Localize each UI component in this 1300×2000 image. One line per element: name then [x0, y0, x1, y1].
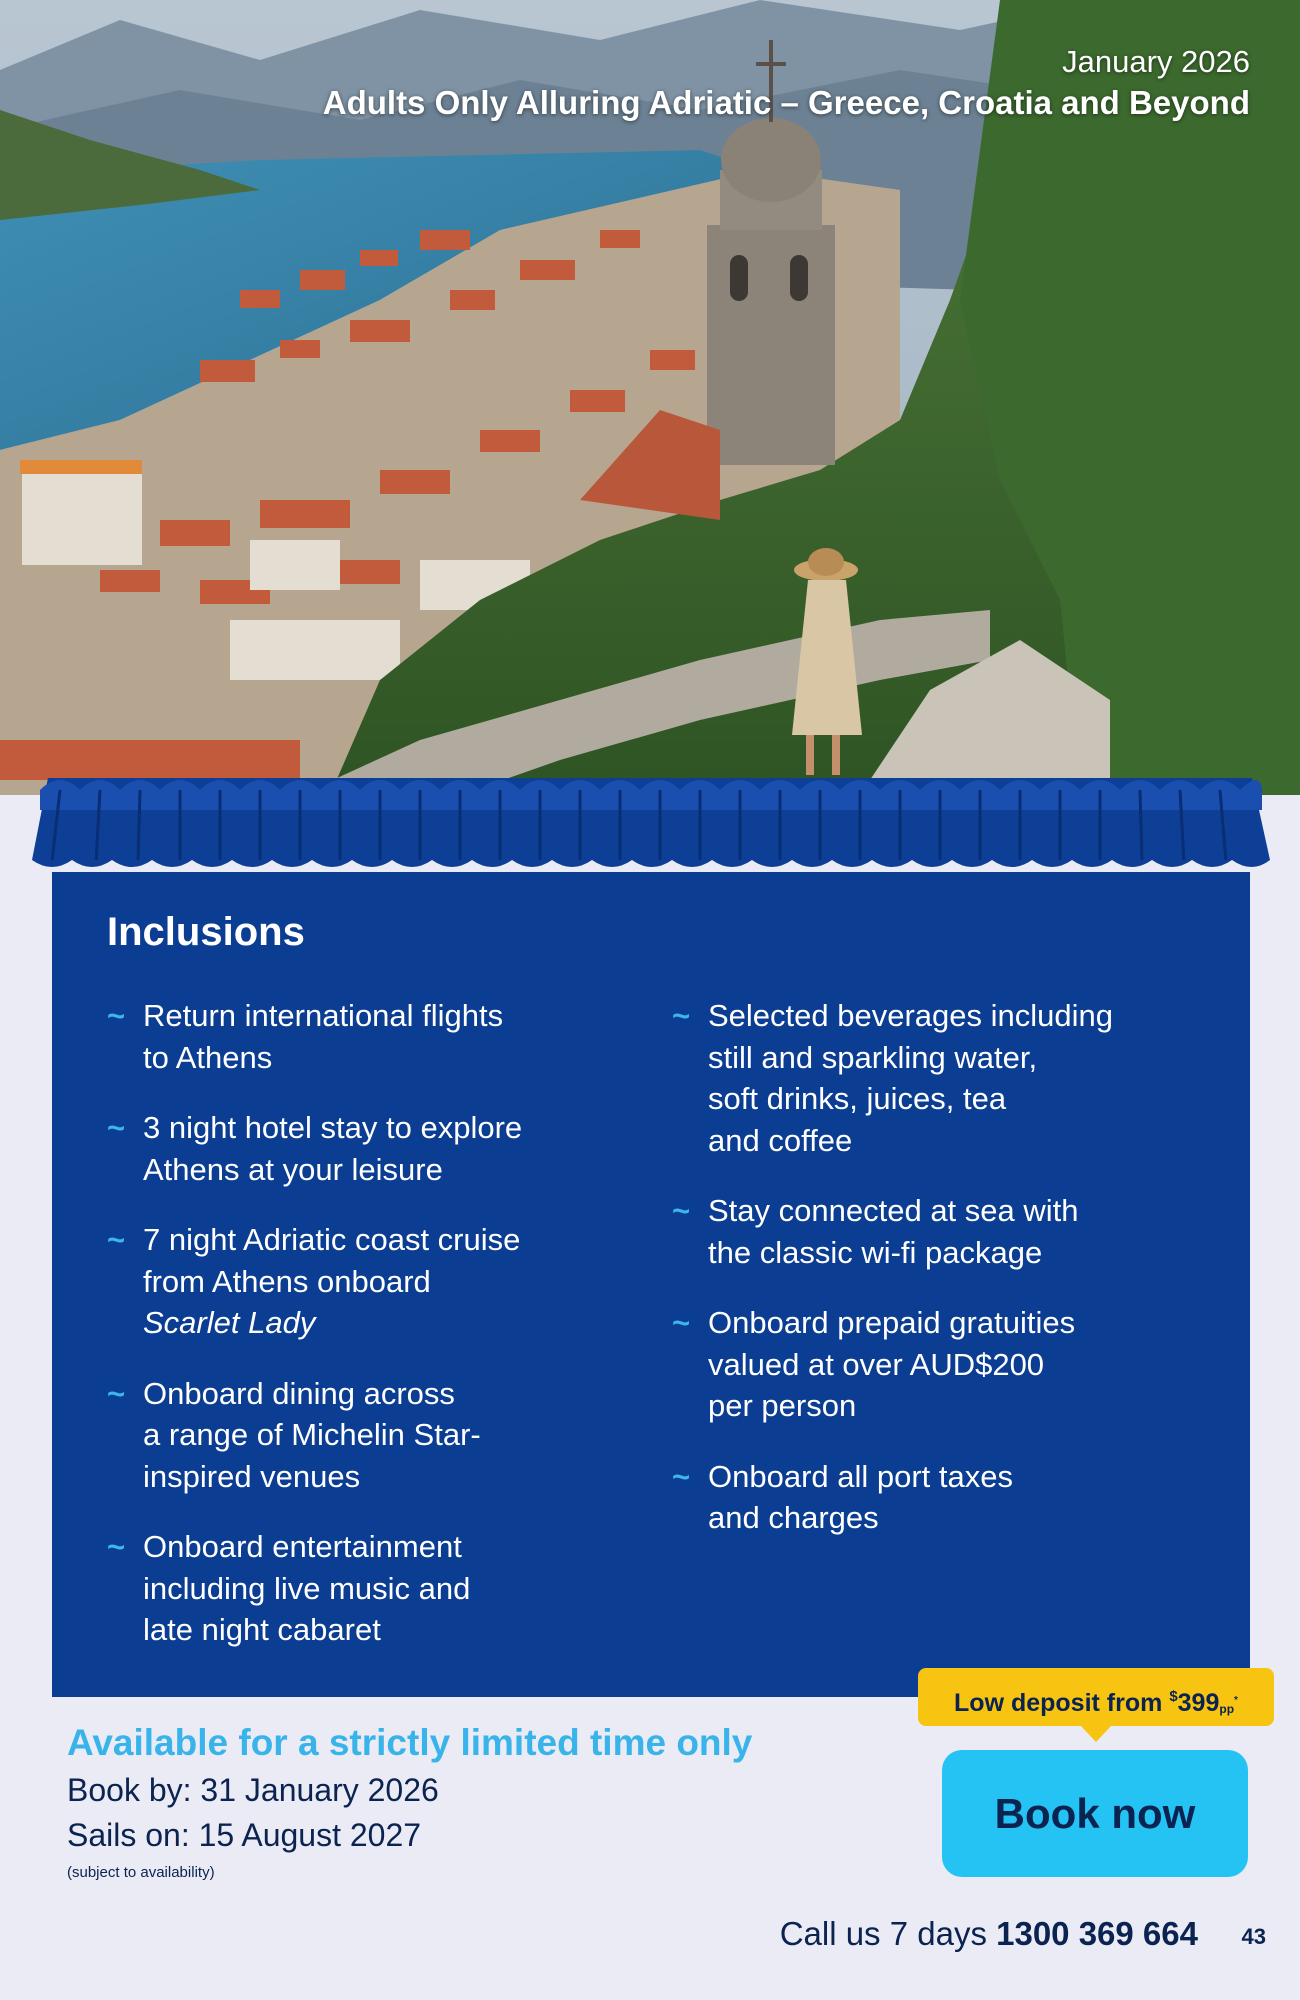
call-us-line [780, 1915, 1198, 1953]
list-item-line: and coffee [708, 1122, 853, 1158]
list-item [672, 1190, 1192, 1273]
list-item-line: valued at over AUD$200 [708, 1346, 1045, 1382]
list-item-line: Athens at your leisure [143, 1151, 443, 1187]
list-item-line: from Athens onboard [143, 1263, 431, 1299]
list-item-line: 7 night Adriatic coast cruise [143, 1222, 521, 1257]
list-item-line: soft drinks, juices, tea [708, 1081, 1007, 1116]
tilde-bullet-icon: ~ [107, 1222, 126, 1257]
list-item-line: Selected beverages including [708, 998, 1113, 1033]
book-now-button[interactable]: Book now [942, 1750, 1248, 1877]
inclusions-panel [52, 872, 1250, 1697]
tilde-bullet-icon: ~ [672, 1193, 691, 1228]
list-item [107, 1219, 627, 1344]
deposit-amount: 399 [1177, 1689, 1220, 1717]
tilde-bullet-icon: ~ [107, 998, 126, 1033]
deposit-marker: * [1234, 1695, 1238, 1706]
call-us-label: Call us 7 days [779, 1915, 997, 1952]
list-item-line: Onboard entertainment [143, 1529, 462, 1564]
list-item [672, 1302, 1192, 1427]
phone-number[interactable]: 1300 369 664 [996, 1915, 1198, 1952]
deposit-badge [918, 1668, 1274, 1726]
sails-on-date: Sails on: 15 August 2027 [67, 1817, 422, 1853]
availability-note: (subject to availability) [67, 1864, 215, 1881]
list-item-line: Onboard prepaid gratuities [708, 1305, 1076, 1340]
curtain-frill-decoration [0, 770, 1300, 880]
list-item-line: 3 night hotel stay to explore [143, 1110, 523, 1145]
inclusions-title: Inclusions [107, 910, 305, 954]
limited-time-heading: Available for a strictly limited time only [67, 1722, 753, 1763]
inclusions-list-right [672, 995, 1192, 1568]
list-item-line: Return international flights [143, 998, 504, 1033]
list-item [672, 1456, 1192, 1539]
list-item [107, 1107, 627, 1190]
list-item-line: late night cabaret [143, 1612, 381, 1647]
deposit-currency: $ [1169, 1688, 1178, 1705]
list-item [672, 995, 1192, 1161]
deposit-label: Low deposit from [954, 1689, 1170, 1717]
list-item-line: including live music and [143, 1570, 471, 1606]
list-item-line: Stay connected at sea with [708, 1193, 1079, 1228]
tilde-bullet-icon: ~ [672, 998, 691, 1033]
list-item [107, 1526, 627, 1651]
list-item [107, 1373, 627, 1498]
deposit-pointer [1080, 1725, 1112, 1742]
header-title: Adults Only Alluring Adriatic – Greece, Croatia and Beyond [322, 84, 1250, 121]
tilde-bullet-icon: ~ [672, 1458, 691, 1494]
header-date: January 2026 [1062, 44, 1250, 79]
list-item-line: Onboard all port taxes [708, 1458, 1014, 1494]
tilde-bullet-icon: ~ [107, 1375, 126, 1411]
page-number: 43 [1241, 1924, 1266, 1949]
list-item-line: inspired venues [143, 1458, 361, 1494]
list-item-line: a range of Michelin Star- [143, 1417, 481, 1452]
tilde-bullet-icon: ~ [107, 1110, 126, 1145]
list-item-line: the classic wi-fi package [708, 1234, 1043, 1270]
ship-name: Scarlet Lady [143, 1305, 316, 1340]
list-item [107, 995, 627, 1078]
deposit-unit: pp [1219, 1702, 1235, 1716]
brochure-header [323, 42, 1250, 124]
list-item-line: Onboard dining across [143, 1375, 455, 1411]
tilde-bullet-icon: ~ [107, 1529, 126, 1564]
list-item-line: and charges [708, 1500, 879, 1535]
list-item-line: still and sparkling water, [708, 1039, 1038, 1075]
inclusions-list-left [107, 995, 627, 1680]
list-item-line: per person [708, 1388, 857, 1423]
tilde-bullet-icon: ~ [672, 1305, 691, 1340]
book-by-date: Book by: 31 January 2026 [67, 1772, 439, 1808]
list-item-line: to Athens [143, 1039, 273, 1075]
